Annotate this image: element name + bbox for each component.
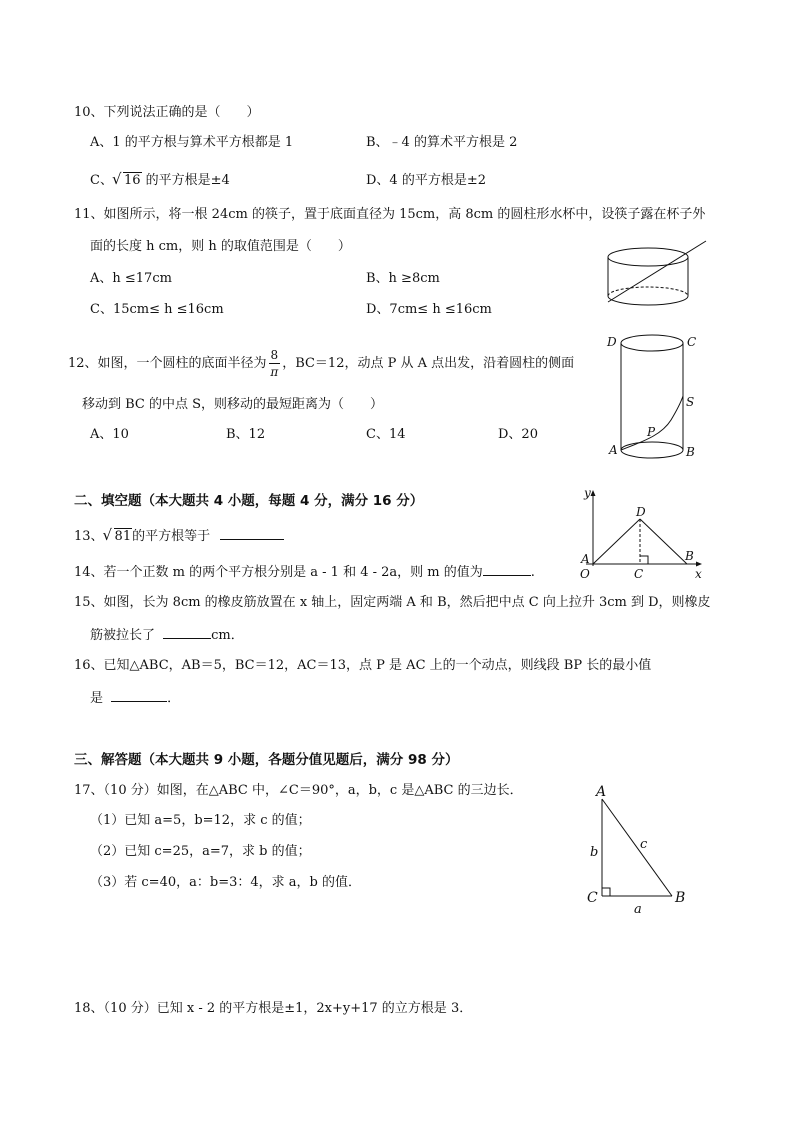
q10-option-c-prefix: C、 xyxy=(90,173,113,188)
y-axis-arrow xyxy=(591,490,596,496)
label-D: D xyxy=(607,335,617,349)
right-angle-mark xyxy=(640,556,648,564)
q10-option-b[interactable]: B、﹣4 的算术平方根是 2 xyxy=(366,135,518,150)
q12-cylinder-figure xyxy=(605,330,700,460)
q10-radicand: 16 xyxy=(123,173,141,188)
q12-option-d[interactable]: D、20 xyxy=(498,427,538,442)
q13-radicand: 81 xyxy=(114,529,132,544)
q10-option-c[interactable] xyxy=(90,172,230,190)
label-C: C xyxy=(634,567,644,581)
label-S: S xyxy=(686,395,695,409)
section3-title: 三、解答题（本大题共 9 小题，各题分值见题后，满分 98 分） xyxy=(74,752,459,768)
q11-cup-figure xyxy=(600,240,710,310)
label-c: c xyxy=(640,837,648,852)
q16-answer-blank[interactable] xyxy=(111,688,167,702)
q12-option-c[interactable]: C、14 xyxy=(366,427,406,442)
label-P: P xyxy=(647,425,656,439)
q15-answer-blank[interactable] xyxy=(163,625,211,639)
q12-stem-line1 xyxy=(68,347,574,380)
x-axis-arrow xyxy=(696,562,702,567)
q11-option-a[interactable]: A、h ≤17cm xyxy=(90,271,172,286)
q13 xyxy=(74,526,284,546)
label-x: x xyxy=(695,567,702,581)
q12-option-a[interactable]: A、10 xyxy=(90,427,129,442)
label-A: A xyxy=(581,552,590,566)
q14 xyxy=(74,562,535,582)
side-c xyxy=(602,799,672,896)
q14-answer-blank[interactable] xyxy=(483,562,531,576)
label-b: b xyxy=(590,845,599,860)
q16-line2 xyxy=(90,688,180,708)
q17-part1: （1）已知 a=5，b=12，求 c 的值； xyxy=(90,813,311,828)
q17-stem: 17、（10 分）如图，在△ABC 中，∠C＝90°，a，b，c 是△ABC 的三边长． xyxy=(74,783,523,798)
q14-text: 14、若一个正数 m 的两个平方根分别是 a - 1 和 4 - 2a，则 m 的值为 xyxy=(74,565,483,580)
label-B: B xyxy=(685,549,694,563)
label-A: A xyxy=(609,443,618,457)
q15-line2 xyxy=(90,625,244,645)
q17-part2: （2）已知 c=25，a=7，求 b 的值； xyxy=(90,844,311,859)
q13-prefix: 13、 xyxy=(74,529,104,544)
q11-option-b[interactable]: B、h ≥8cm xyxy=(366,271,440,286)
q16-line1: 16、已知△ABC，AB＝5，BC＝12，AC＝13，点 P 是 AC 上的一个动点，则线段 BP 长的最小值 xyxy=(74,658,652,673)
sqrt-symbol xyxy=(104,528,133,546)
q10-option-a[interactable]: A、1 的平方根与算术平方根都是 1 xyxy=(90,135,294,150)
q15-suffix: cm． xyxy=(211,628,244,643)
q10-option-c-suffix: 的平方根是±4 xyxy=(141,173,230,188)
q16-suffix: ． xyxy=(167,691,181,706)
label-A: A xyxy=(596,784,607,800)
q12-option-b[interactable]: B、12 xyxy=(226,427,266,442)
label-a: a xyxy=(634,902,642,917)
label-D: D xyxy=(636,505,646,519)
cylinder-bottom-front xyxy=(621,450,683,458)
q13-answer-blank[interactable] xyxy=(220,526,284,540)
right-angle-mark xyxy=(602,888,610,896)
label-O: O xyxy=(580,567,590,581)
cylinder-top xyxy=(621,335,683,351)
q15-line1: 15、如图，长为 8cm 的橡皮筋放置在 x 轴上，固定两端 A 和 B，然后把中点 C 向上拉升 3cm 到 D，则橡皮 xyxy=(74,595,711,610)
cup-top-ellipse xyxy=(608,248,688,266)
q12-frac-den: π xyxy=(270,365,279,379)
q12-prefix: 12、如图，一个圆柱的底面半径为 xyxy=(68,356,267,371)
q14-end: . xyxy=(530,565,535,580)
q11-stem-line2: 面的长度 h cm，则 h 的取值范围是（ ） xyxy=(90,239,351,254)
label-C: C xyxy=(587,890,598,906)
q17-right-triangle-figure xyxy=(585,780,695,920)
cup-bottom-front xyxy=(608,296,688,305)
label-B: B xyxy=(675,890,686,906)
q11-stem-line1: 11、如图所示，将一根 24cm 的筷子，置于底面直径为 15cm，高 8cm 的圆柱形水杯中，设筷子露在杯子外 xyxy=(74,207,706,222)
label-C: C xyxy=(687,335,697,349)
q10-stem: 10、下列说法正确的是（ ） xyxy=(74,105,260,120)
q15-triangle-figure xyxy=(574,486,714,586)
q15-prefix: 筋被拉长了 xyxy=(90,628,156,643)
segment-DB xyxy=(640,519,687,564)
segment-AD xyxy=(593,519,640,564)
q11-option-d[interactable]: D、7cm≤ h ≤16cm xyxy=(366,302,492,317)
q12-stem-line2: 移动到 BC 的中点 S，则移动的最短距离为（ ） xyxy=(82,397,384,412)
q13-suffix: 的平方根等于 xyxy=(132,529,211,544)
section2-title: 二、填空题（本大题共 4 小题，每题 4 分，满分 16 分） xyxy=(74,493,424,509)
q12-frac-num: 8 xyxy=(270,348,279,362)
q12-fraction xyxy=(269,347,281,380)
q11-option-c[interactable]: C、15cm≤ h ≤16cm xyxy=(90,302,224,317)
q17-part3: （3）若 c=40，a：b=3：4，求 a，b 的值． xyxy=(90,875,361,890)
q18-stem: 18、（10 分）已知 x - 2 的平方根是±1，2x+y+17 的立方根是 3． xyxy=(74,1001,473,1016)
label-B: B xyxy=(686,445,695,459)
q10-option-d[interactable]: D、4 的平方根是±2 xyxy=(366,173,486,188)
q12-suffix: ，BC＝12，动点 P 从 A 点出发，沿着圆柱的侧面 xyxy=(282,356,575,371)
sqrt-symbol xyxy=(113,172,142,190)
label-y: y xyxy=(584,486,591,500)
q16-prefix: 是 xyxy=(90,691,104,706)
